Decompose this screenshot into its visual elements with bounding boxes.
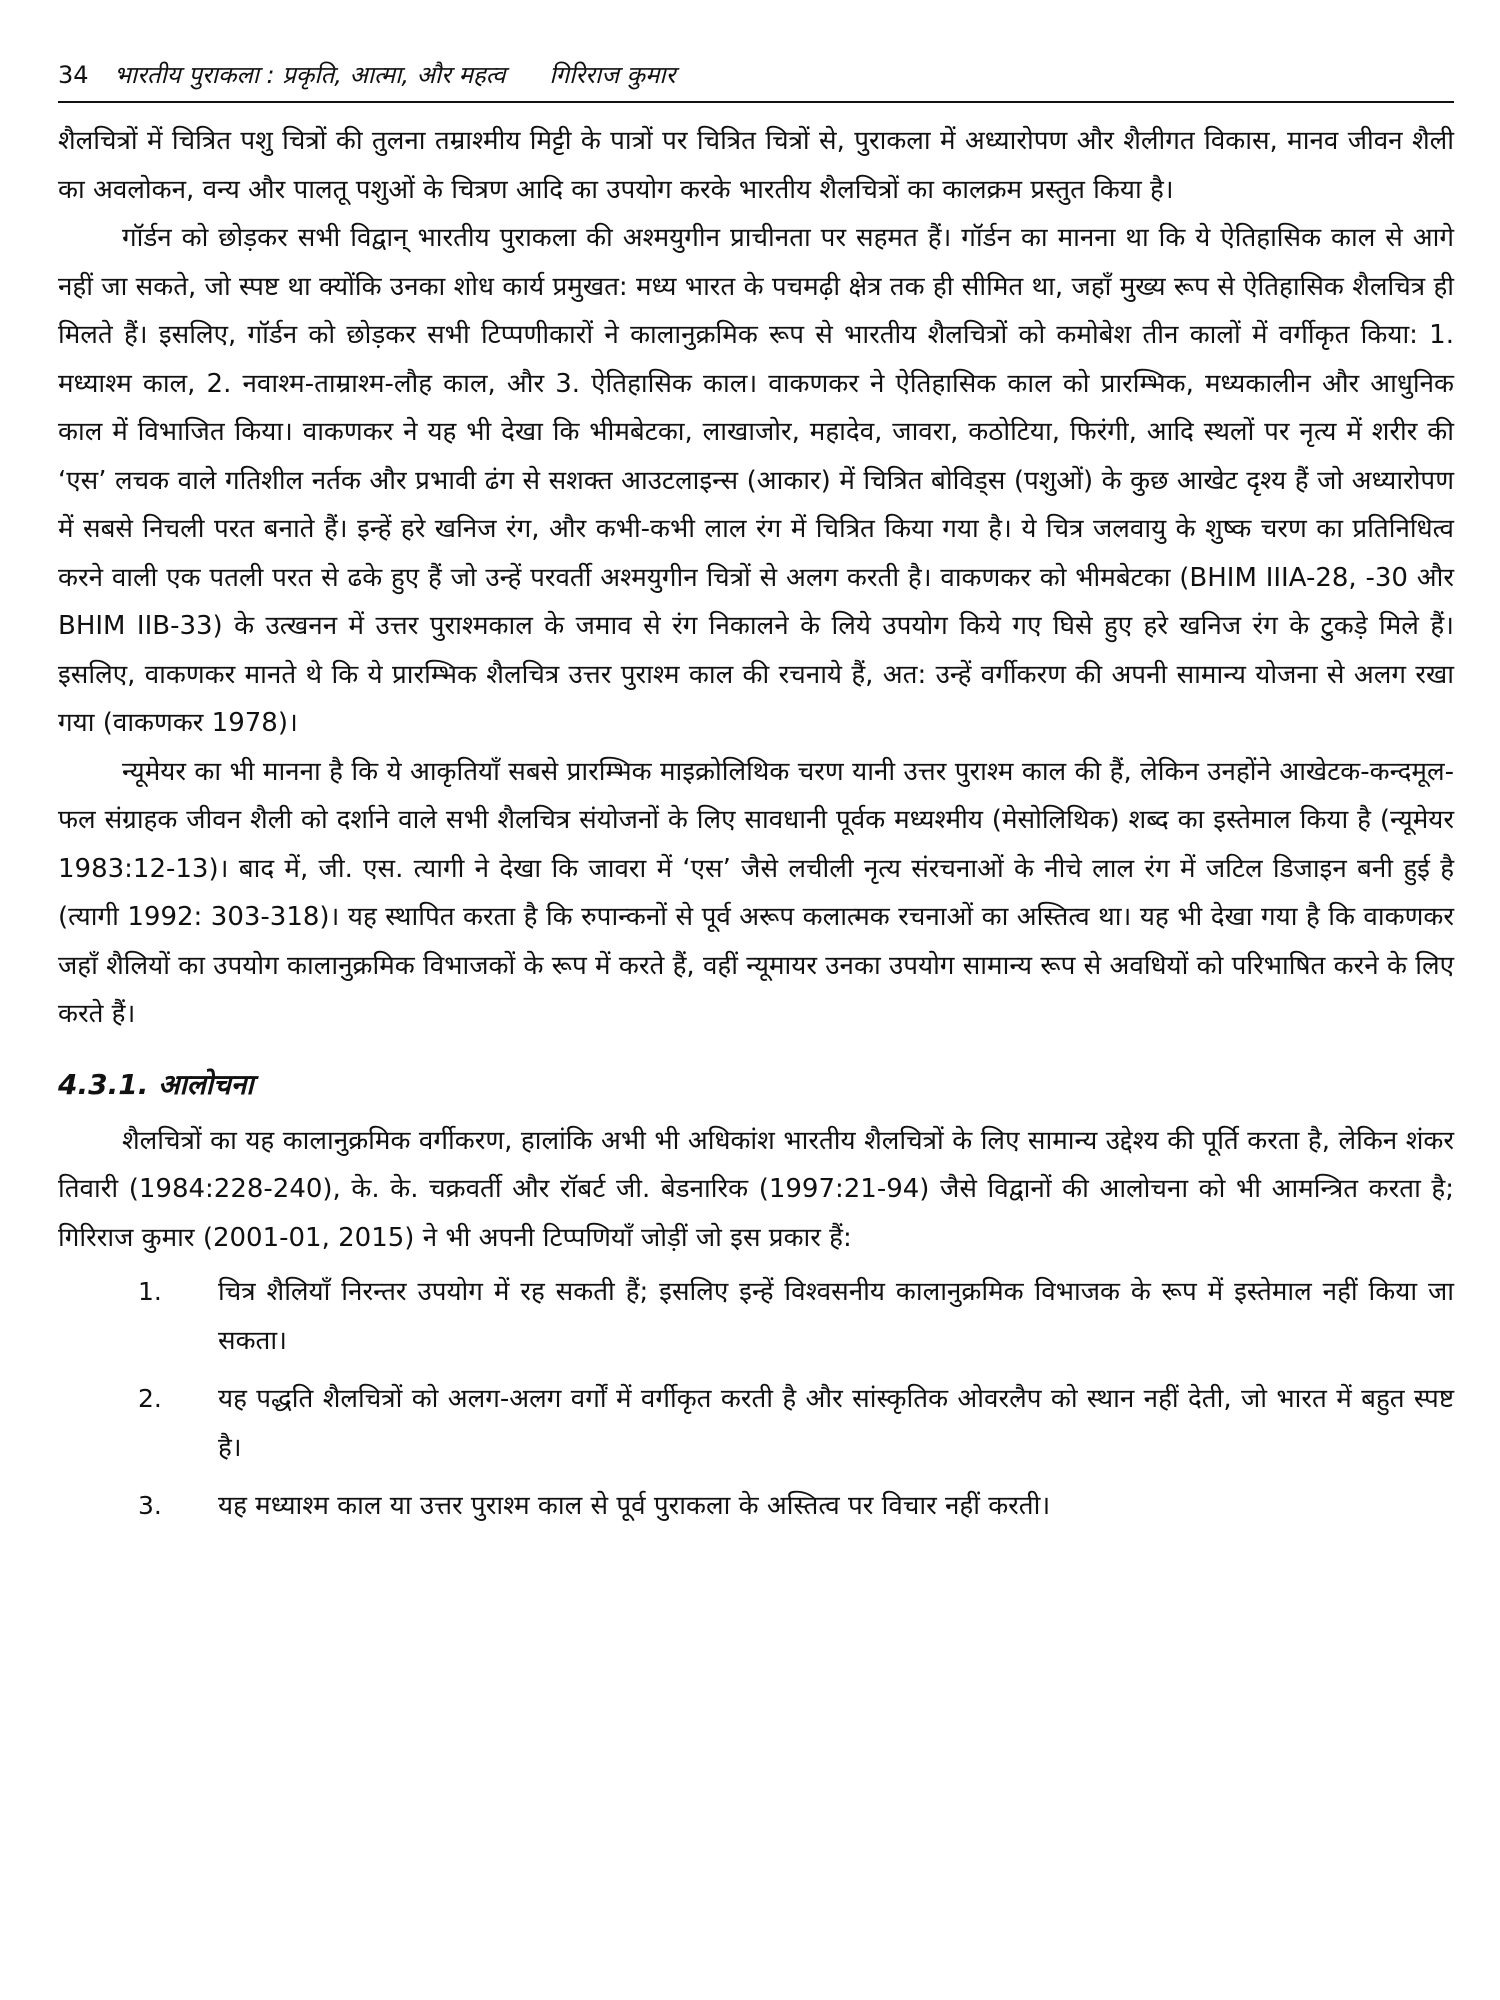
- section-heading: 4.3.1. आलोचना: [58, 1067, 254, 1101]
- page-number: 34: [58, 61, 89, 89]
- paragraph-neumayer: न्यूमेयर का भी मानना है कि ये आकृतियाँ सबसे प्रारम्भिक माइक्रोलिथिक चरण यानी उत्तर पुराश्म काल की हैं, लेकिन उनहोंने आखेटक-कन्दमूल-फल संग्राहक जीवन शैली को दर्शाने वाले सभी शैलचित्र संयोजनों के लिए सावधानी पूर्वक मध्यश्मीय (मेसोलिथिक) शब्द का इस्तेमाल किया है (न्यूमेयर 1983:12-13)। बाद में, जी. एस. त्यागी ने देखा कि जावरा में ‘एस’ जैसे लचीली नृत्य संरचनाओं के नीचे लाल रंग में जटिल डिजाइन बनी हुई है (त्यागी 1992: 303-318)। यह स्थापित करता है कि रुपान्कनों से पूर्व अरूप कलात्मक रचनाओं का अस्तित्व था। यह भी देखा गया है कि वाकणकर जहाँ शैलियों का उपयोग कालानुक्रमिक विभाजकों के रूप में करते हैं, वहीं न्यूमायर उनका उपयोग सामान्य रूप से अवधियों को परिभाषित करने के लिए करते हैं।: [58, 756, 1454, 1029]
- list-item: [58, 1268, 1454, 1365]
- list-item-text: यह मध्याश्म काल या उत्तर पुराश्म काल से पूर्व पुराकला के अस्तित्व पर विचार नहीं करती।: [218, 1491, 1051, 1521]
- list-item: [58, 1482, 1454, 1531]
- page-content: [58, 117, 1454, 1531]
- author-name: गिरिराज कुमार: [549, 61, 676, 89]
- section-intro-paragraph: शैलचित्रों का यह कालानुक्रमिक वर्गीकरण, हालांकि अभी भी अधिकांश भारतीय शैलचित्रों के लिए सामान्य उद्देश्य की पूर्ति करता है, लेकिन शंकर तिवारी (1984:228-240), के. के. चक्रवर्ती और रॉबर्ट जी. बेडनारिक (1997:21-94) जैसे विद्वानों की आलोचना को भी आमन्त्रित करता है; गिरिराज कुमार (2001-01, 2015) ने भी अपनी टिप्पणियाँ जोड़ीं जो इस प्रकार हैं:: [58, 1125, 1454, 1253]
- list-item-text: यह पद्धति शैलचित्रों को अलग-अलग वर्गों में वर्गीकृत करती है और सांस्कृतिक ओवरलैप को स्थान नहीं देती, जो भारत में बहुत स्पष्ट है।: [218, 1384, 1455, 1463]
- book-title: भारतीय पुराकला : प्रकृति, आत्मा, और महत्व: [114, 61, 506, 89]
- paragraph-gordon: गॉर्डन को छोड़कर सभी विद्वान् भारतीय पुराकला की अश्मयुगीन प्राचीनता पर सहमत हैं। गॉर्डन का मानना था कि ये ऐतिहासिक काल से आगे नहीं जा सकते, जो स्पष्ट था क्योंकि उनका शोध कार्य प्रमुखत: मध्य भारत के पचमढ़ी क्षेत्र तक ही सीमित था, जहाँ मुख्य रूप से ऐतिहासिक शैलचित्र ही मिलते हैं। इसलिए, गॉर्डन को छोड़कर सभी टिप्पणीकारों ने कालानुक्रमिक रूप से भारतीय शैलचित्रों को कमोबेश तीन कालों में वर्गीकृत किया: 1. मध्याश्म काल, 2. नवाश्म-ताम्राश्म-लौह काल, और 3. ऐतिहासिक काल। वाकणकर ने ऐतिहासिक काल को प्रारम्भिक, मध्यकालीन और आधुनिक काल में विभाजित किया। वाकणकर ने यह भी देखा कि भीमबेटका, लाखाजोर, महादेव, जावरा, कठोटिया, फिरंगी, आदि स्थलों पर नृत्य में शरीर की ‘एस’ लचक वाले गतिशील नर्तक और प्रभावी ढंग से सशक्त आउटलाइन्स (आकार) में चित्रित बोविड्स (पशुओं) के कुछ आखेट दृश्य हैं जो अध्यारोपण में सबसे निचली परत बनाते हैं। इन्हें हरे खनिज रंग, और कभी-कभी लाल रंग में चित्रित किया गया है। ये चित्र जलवायु के शुष्क चरण का प्रतिनिधित्व करने वाली एक पतली परत से ढके हुए हैं जो उन्हें परवर्ती अश्मयुगीन चित्रों से अलग करती है। वाकणकर को भीमबेटका (BHIM IIIA-28, -30 और BHIM IIB-33) के उत्खनन में उत्तर पुराश्मकाल के जमाव से रंग निकालने के लिये उपयोग किये गए घिसे हुए हरे खनिज रंग के टुकड़े मिले हैं। इसलिए, वाकणकर मानते थे कि ये प्रारम्भिक शैलचित्र उत्तर पुराश्म काल की रचनाये हैं, अत: उन्हें वर्गीकरण की अपनी सामान्य योजना से अलग रखा गया (वाकणकर 1978)।: [58, 223, 1454, 738]
- paragraph-continuation: शैलचित्रों में चित्रित पशु चित्रों की तुलना तम्राश्मीय मिट्टी के पात्रों पर चित्रित चित्रों से, पुराकला में अध्यारोपण और शैलीगत विकास, मानव जीवन शैली का अवलोकन, वन्य और पालतू पशुओं के चित्रण आदि का उपयोग करके भारतीय शैलचित्रों का कालक्रम प्रस्तुत किया है।: [58, 126, 1454, 205]
- critique-list: [58, 1268, 1454, 1531]
- running-header: [58, 58, 1454, 103]
- list-item-number: 2.: [138, 1384, 162, 1413]
- list-item-number: 1.: [138, 1277, 162, 1306]
- list-item: [58, 1375, 1454, 1472]
- list-item-text: चित्र शैलियाँ निरन्तर उपयोग में रह सकती हैं; इसलिए इन्हें विश्वसनीय कालानुक्रमिक विभाजक के रूप में इस्तेमाल नहीं किया जा सकता।: [218, 1277, 1454, 1356]
- list-item-number: 3.: [138, 1491, 162, 1520]
